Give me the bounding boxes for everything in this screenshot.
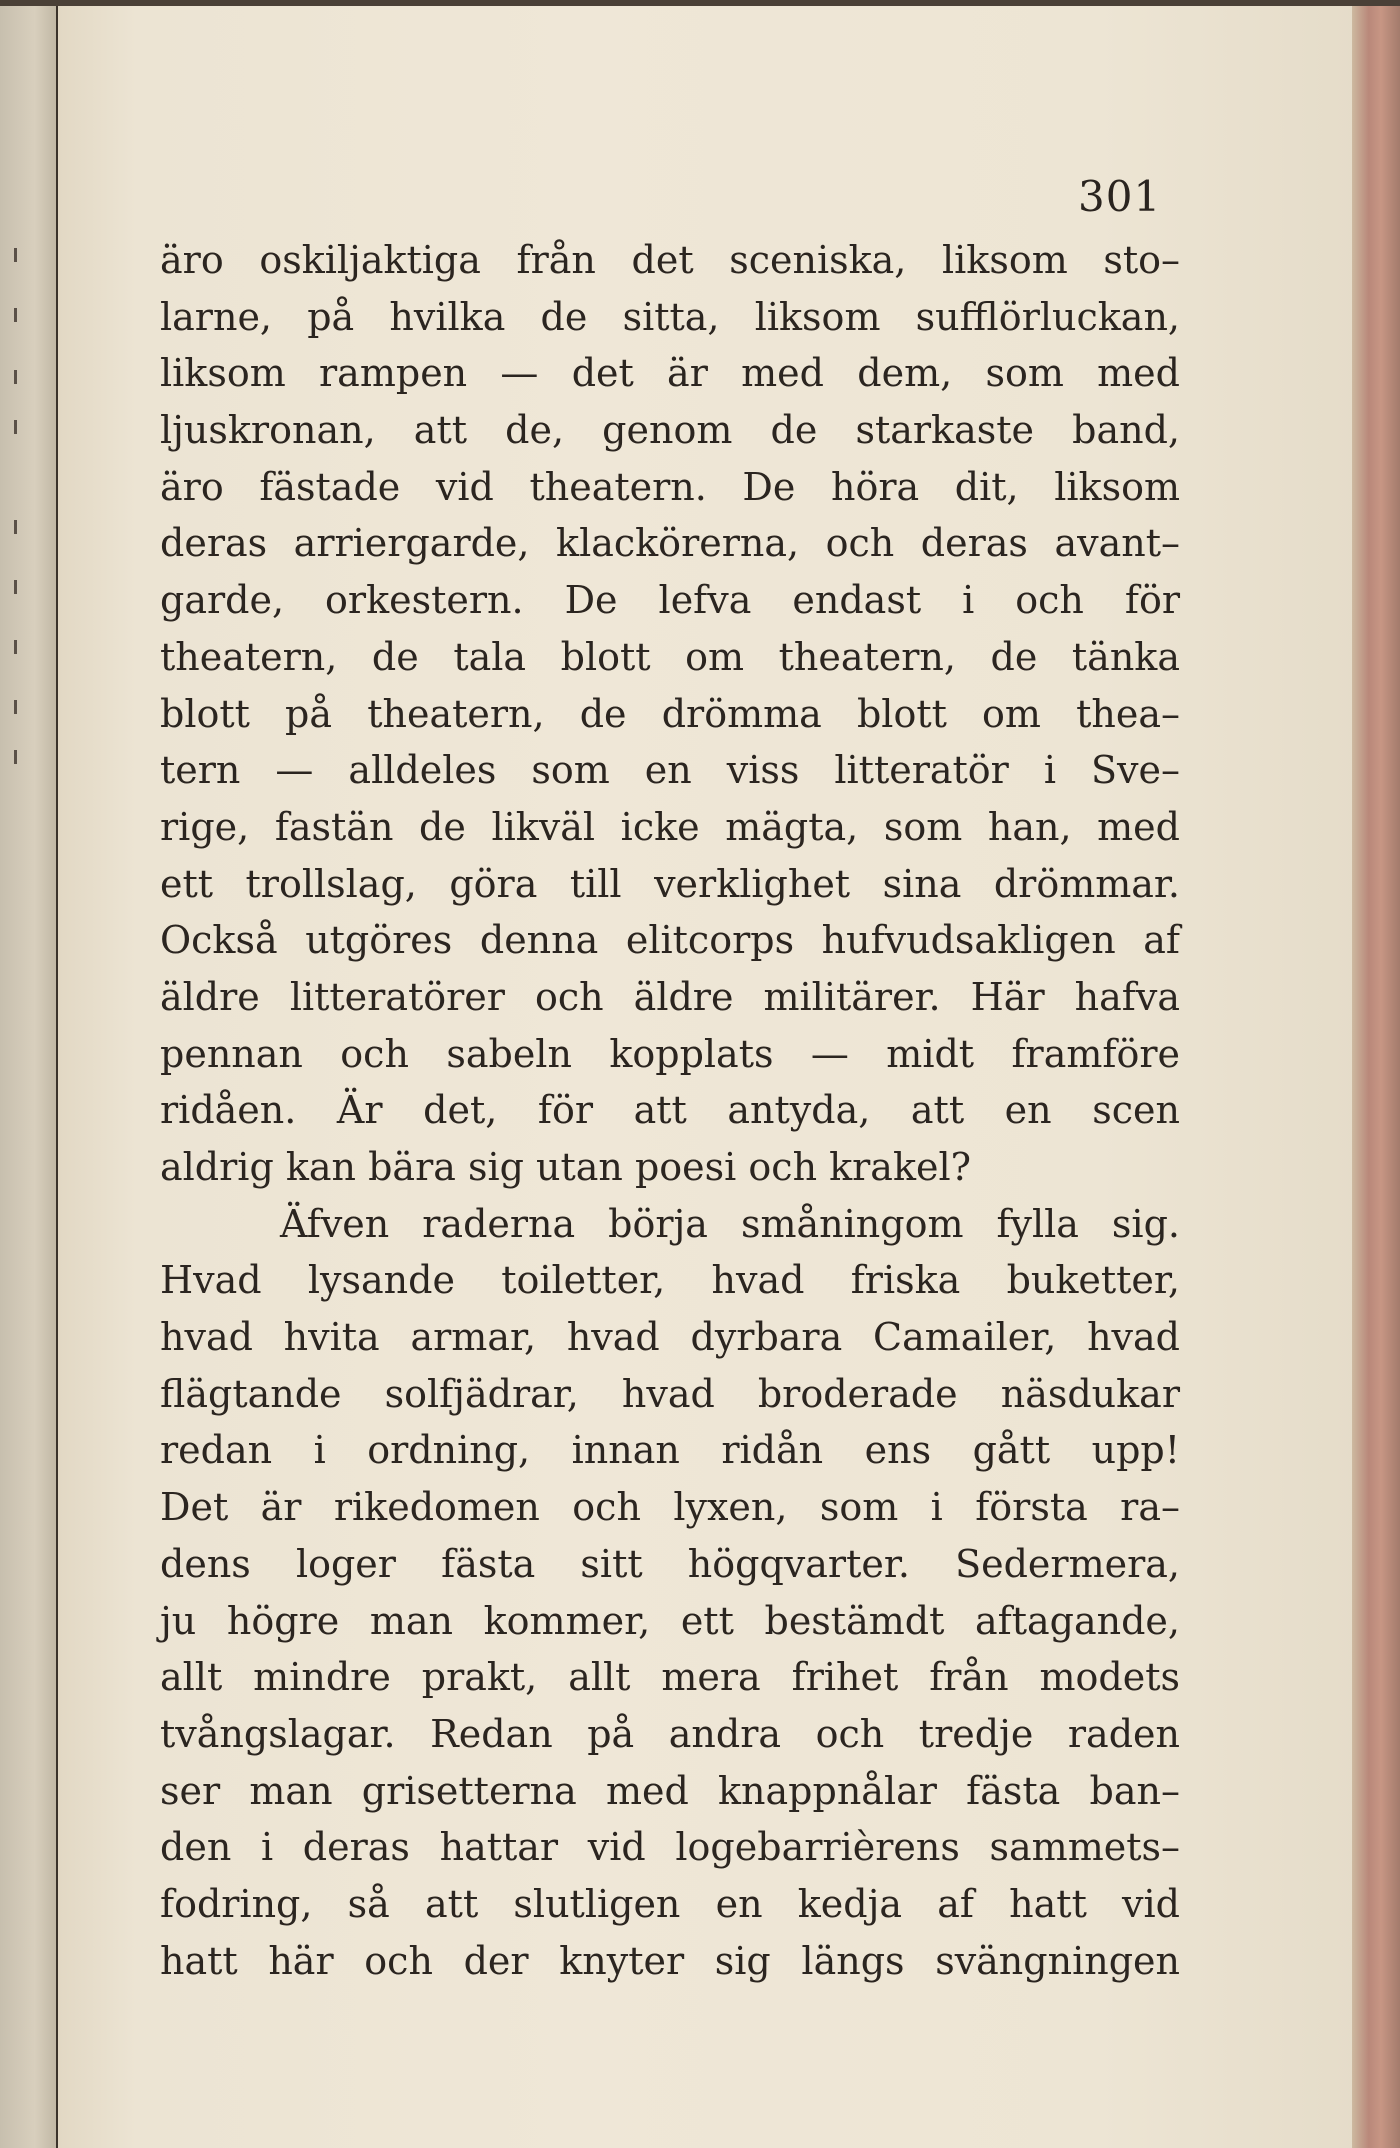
- facing-page-mark: [14, 640, 17, 654]
- text-line: ljuskronan, att de, genom de starkaste band,: [160, 408, 1180, 453]
- text-line: blott på theatern, de drömma blott om thea–: [160, 691, 1180, 736]
- text-line: ridåen. Är det, för att antyda, att en scen: [160, 1088, 1180, 1133]
- facing-page-mark: [14, 370, 17, 384]
- text-line: hatt här och der knyter sig längs svängningen: [160, 1938, 1180, 1983]
- text-line: flägtande solfjädrar, hvad broderade näsdukar: [160, 1371, 1180, 1416]
- text-line: garde, orkestern. De lefva endast i och för: [160, 578, 1180, 623]
- text-line: liksom rampen — det är med dem, som med: [160, 351, 1180, 396]
- body-text: [160, 232, 1180, 1989]
- page-number: 301: [1078, 172, 1162, 221]
- text-line: redan i ordning, innan ridån ens gått upp!: [160, 1428, 1180, 1473]
- text-line: äro fästade vid theatern. De höra dit, liksom: [160, 464, 1180, 509]
- text-line: äldre litteratörer och äldre militärer. Här hafva: [160, 974, 1180, 1019]
- facing-page-edge: [0, 0, 58, 2148]
- text-line: theatern, de tala blott om theatern, de tänka: [160, 634, 1180, 679]
- text-line: den i deras hattar vid logebarrièrens sammets–: [160, 1825, 1180, 1870]
- text-line: äro oskiljaktiga från det sceniska, liksom sto–: [160, 238, 1180, 282]
- facing-page-mark: [14, 750, 17, 764]
- text-line: dens loger fästa sitt högqvarter. Sedermera,: [160, 1541, 1180, 1586]
- facing-page-mark: [14, 420, 17, 434]
- facing-page-mark: [14, 520, 17, 534]
- facing-page-mark: [14, 700, 17, 714]
- facing-page-mark: [14, 248, 17, 262]
- top-border: [0, 0, 1400, 6]
- text-line: ju högre man kommer, ett bestämdt aftagande,: [160, 1598, 1180, 1643]
- text-line: deras arriergarde, klackörerna, och deras avant–: [160, 521, 1180, 566]
- text-line: larne, på hvilka de sitta, liksom sufflörluckan,: [160, 294, 1180, 339]
- paragraph-end-line: aldrig kan bära sig utan poesi och krakel?: [160, 1145, 972, 1189]
- text-line: tvångslagar. Redan på andra och tredje raden: [160, 1711, 1180, 1756]
- text-line: fodring, så att slutligen en kedja af hatt vid: [160, 1881, 1180, 1926]
- text-line: Hvad lysande toiletter, hvad friska buketter,: [160, 1258, 1180, 1303]
- paragraph-start-line: Äfven raderna börja småningom fylla sig.: [280, 1201, 1180, 1246]
- page-edge-right: [1352, 0, 1400, 2148]
- text-line: pennan och sabeln kopplats — midt framföre: [160, 1031, 1180, 1076]
- text-line: rige, fastän de likväl icke mägta, som han, med: [160, 804, 1180, 849]
- text-line: Också utgöres denna elitcorps hufvudsakligen af: [160, 918, 1180, 963]
- text-line: Det är rikedomen och lyxen, som i första ra–: [160, 1485, 1180, 1530]
- facing-page-mark: [14, 580, 17, 594]
- text-line: allt mindre prakt, allt mera frihet från modets: [160, 1655, 1180, 1700]
- text-line: tern — alldeles som en viss litteratör i Sve–: [160, 748, 1180, 793]
- text-line: ett trollslag, göra till verklighet sina drömmar.: [160, 861, 1180, 906]
- text-line: hvad hvita armar, hvad dyrbara Camailer, hvad: [160, 1315, 1180, 1360]
- facing-page-mark: [14, 308, 17, 322]
- text-line: ser man grisetterna med knappnålar fästa ban–: [160, 1768, 1180, 1813]
